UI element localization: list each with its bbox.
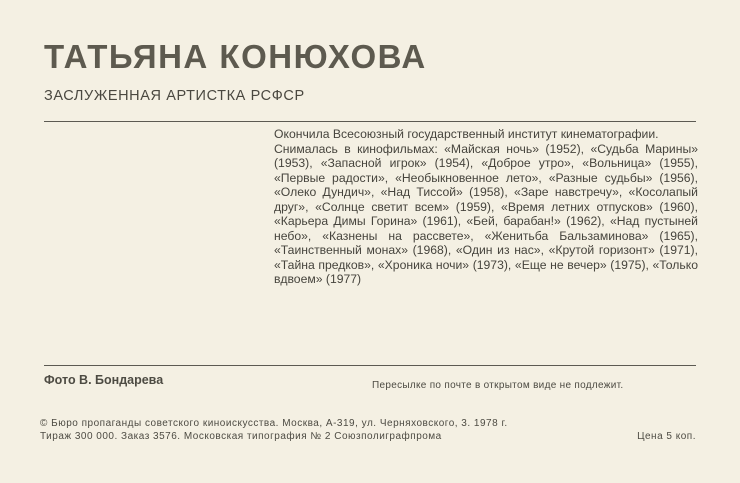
actress-name: ТАТЬЯНА КОНЮХОВА	[44, 38, 427, 75]
publisher-line: © Бюро пропаганды советского киноискусства. Москва, А-319, ул. Черняховского, 3. 1978 г.	[40, 418, 508, 429]
photo-credit: Фото В. Бондарева	[44, 373, 164, 387]
honorary-title: ЗАСЛУЖЕННАЯ АРТИСТКА РСФСР	[44, 88, 305, 104]
bottom-divider	[44, 365, 696, 366]
biography	[274, 127, 698, 287]
imprint-print-row	[40, 431, 696, 444]
education-paragraph: Окончила Всесоюзный государственный институт кинематографии.	[274, 127, 659, 141]
top-divider	[44, 121, 696, 122]
price-label: Цена 5 коп.	[637, 430, 696, 442]
filmography-paragraph: Снималась в кинофильмах: «Майская ночь» (1952), «Судьба Марины» (1953), «Запасной игрок» (1954), «Доброе утро», «Вольница» (1955), «Первые радости», «Необыкновенное лето», «Разные судьбы» (1956), «Олеко Дундич», «Над Тиссой» (1958), «Заре навстречу», «Косолапый друг», «Солнце светит всем» (1959), «Время летних отпусков» (1960), «Карьера Димы Горина» (1961), «Бей, барабан!» (1962), «Над пустыней небо», «Казнены на рассвете», «Женитьба Бальзаминова» (1965), «Таинственный монах» (1968), «Один из нас», «Крутой горизонт» (1971), «Тайна предков», «Хроника ночи» (1973), «Еще не вечер» (1975), «Только вдвоем» (1977)	[274, 141, 698, 286]
imprint-publisher-row	[40, 418, 696, 431]
print-run-line: Тираж 300 000. Заказ 3576. Московская типография № 2 Союзполиграфпрома	[40, 430, 442, 442]
imprint	[40, 418, 696, 443]
mail-note: Пересылке по почте в открытом виде не подлежит.	[372, 380, 624, 391]
